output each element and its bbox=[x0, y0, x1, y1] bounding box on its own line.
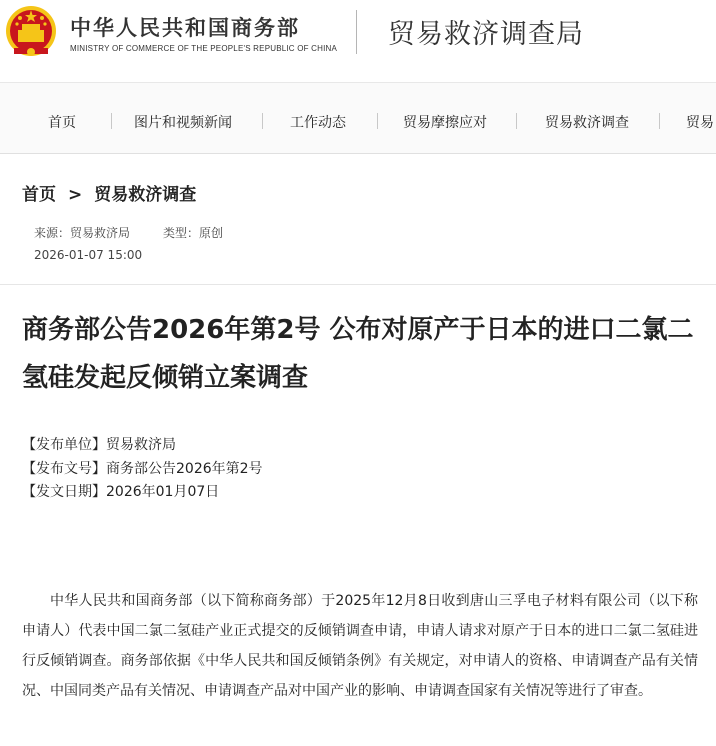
nav-separator bbox=[111, 113, 112, 129]
ministry-name-en: MINISTRY OF COMMERCE OF THE PEOPLE'S REPUBLIC OF CHINA bbox=[70, 44, 338, 53]
article-title: 商务部公告2026年第2号 公布对原产于日本的进口二氯二氢硅发起反倾销立案调查 bbox=[22, 315, 694, 393]
article-datetime: 2026-01-07 15:00 bbox=[34, 248, 143, 262]
nav-item-trade-remedy[interactable]: 贸易救济调查 bbox=[545, 115, 629, 131]
nav-separator bbox=[659, 113, 660, 129]
article-source: 来源：贸易救济局 bbox=[34, 226, 131, 240]
header-divider bbox=[356, 10, 357, 54]
nav-item-trade-friction[interactable]: 贸易摩擦应对 bbox=[403, 115, 487, 131]
content-divider bbox=[0, 284, 716, 285]
breadcrumb-separator: > bbox=[68, 185, 83, 205]
nav-item-photo-video-news[interactable]: 图片和视频新闻 bbox=[134, 115, 232, 131]
nav-item-work-news[interactable]: 工作动态 bbox=[290, 115, 346, 131]
nav-item-home[interactable]: 首页 bbox=[48, 115, 76, 131]
nav-separator bbox=[377, 113, 378, 129]
nav-item-trade-truncated[interactable]: 贸易 bbox=[686, 115, 714, 131]
info-issue-date: 【发文日期】2026年01月07日 bbox=[22, 484, 220, 500]
bureau-name: 贸易救济调查局 bbox=[388, 19, 584, 50]
breadcrumb-current-link[interactable]: 贸易救济调查 bbox=[94, 185, 197, 205]
info-issuing-unit: 【发布单位】贸易救济局 bbox=[22, 437, 176, 453]
ministry-name-cn: 中华人民共和国商务部 bbox=[70, 16, 300, 40]
article-body-paragraph: 中华人民共和国商务部（以下简称商务部）于2025年12月8日收到唐山三孚电子材料有限公司（以下称申请人）代表中国二氯二氢硅产业正式提交的反倾销调查申请，申请人请求对原产于日本的进口二氯二氢硅进行反倾销调查。商务部依据《中华人民共和国反倾销条例》有关规定，对申请人的资格、申请调查产品有关情况、中国同类产品有关情况、申请调查产品对中国产业的影响、申请调查国家有关情况等进行了审查。 bbox=[22, 593, 698, 699]
site-header bbox=[0, 0, 716, 76]
breadcrumb-home-link[interactable]: 首页 bbox=[22, 185, 56, 205]
nav-separator bbox=[262, 113, 263, 129]
article-type: 类型：原创 bbox=[163, 226, 224, 240]
breadcrumb bbox=[22, 180, 196, 205]
main-nav bbox=[0, 82, 716, 154]
info-document-number: 【发布文号】商务部公告2026年第2号 bbox=[22, 461, 263, 477]
national-emblem-icon[interactable] bbox=[4, 4, 58, 60]
nav-separator bbox=[516, 113, 517, 129]
